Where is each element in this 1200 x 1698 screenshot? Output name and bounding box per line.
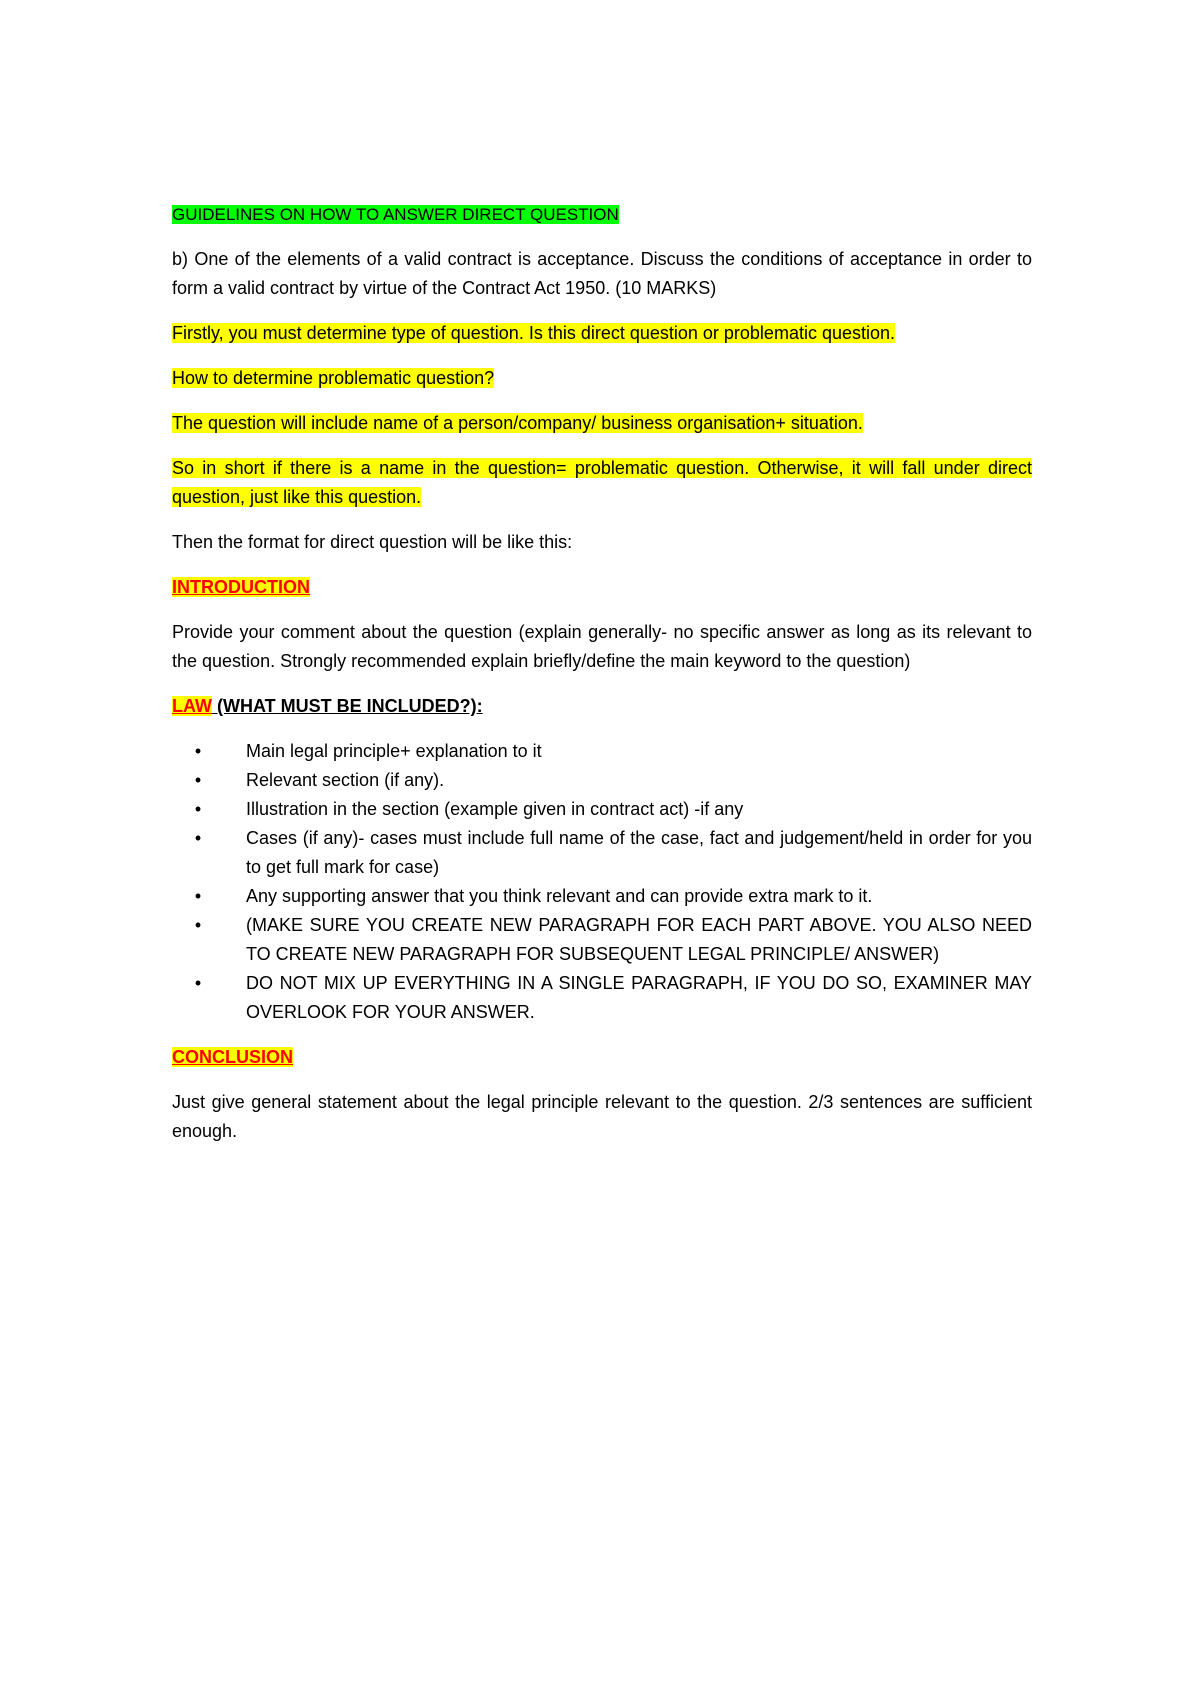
list-item-text: Illustration in the section (example given in contract act) -if any (246, 799, 744, 819)
introduction-heading-text: INTRODUCTION (172, 577, 310, 597)
bullet-icon: • (194, 886, 202, 906)
list-item-text: Main legal principle+ explanation to it (246, 741, 542, 761)
bullet-icon: • (194, 799, 202, 819)
conclusion-heading-text: CONCLUSION (172, 1047, 293, 1067)
bullet-icon: • (194, 770, 202, 790)
list-item (194, 737, 1032, 766)
include-paragraph (172, 409, 1032, 438)
how-to-highlight: How to determine problematic question? (172, 368, 495, 388)
how-to-paragraph (172, 364, 1032, 393)
list-item (194, 969, 1032, 1027)
list-item (194, 824, 1032, 882)
firstly-paragraph (172, 319, 1032, 348)
list-item-text: (MAKE SURE YOU CREATE NEW PARAGRAPH FOR EACH PART ABOVE. YOU ALSO NEED TO CREATE NEW PARAGRAPH FOR SUBSEQUENT LEGAL PRINCIPLE/ ANSWER) (246, 915, 1032, 964)
bullet-icon: • (194, 973, 202, 993)
introduction-body: Provide your comment about the question (explain generally- no specific answer as long as its relevant to the question. Strongly recommended explain briefly/define the main keyword to the question) (172, 622, 1032, 671)
law-heading (172, 692, 1032, 721)
law-heading-red: LAW (172, 696, 212, 716)
law-heading-rest: (WHAT MUST BE INCLUDED?): (212, 696, 483, 716)
list-item-text: Cases (if any)- cases must include full name of the case, fact and judgement/held in order for you to get full mark for case) (246, 828, 1032, 877)
introduction-heading (172, 573, 1032, 602)
bullet-icon: • (194, 828, 202, 848)
firstly-highlight: Firstly, you must determine type of question. Is this direct question or problematic question. (172, 323, 896, 343)
list-item-text: Relevant section (if any). (246, 770, 445, 790)
conclusion-heading (172, 1043, 1032, 1072)
include-highlight: The question will include name of a person/company/ business organisation+ situation. (172, 413, 863, 433)
in-short-highlight: So in short if there is a name in the question= problematic question. Otherwise, it will fall under direct question, just like this question. (172, 458, 1032, 507)
question-paragraph: b) One of the elements of a valid contract is acceptance. Discuss the conditions of acceptance in order to form a valid contract by virtue of the Contract Act 1950. (10 MARKS) (172, 249, 1032, 298)
list-item (194, 795, 1032, 824)
bullet-icon: • (194, 741, 202, 761)
list-item (194, 911, 1032, 969)
list-item (194, 766, 1032, 795)
format-intro-paragraph: Then the format for direct question will be like this: (172, 532, 573, 552)
document-title (172, 200, 1032, 229)
list-item-text: Any supporting answer that you think relevant and can provide extra mark to it. (246, 886, 873, 906)
law-bullet-list (172, 737, 1032, 1027)
list-item-text: DO NOT MIX UP EVERYTHING IN A SINGLE PARAGRAPH, IF YOU DO SO, EXAMINER MAY OVERLOOK FOR YOUR ANSWER. (246, 973, 1032, 1022)
in-short-paragraph (172, 454, 1032, 512)
document-content (172, 200, 1032, 1162)
bullet-icon: • (194, 915, 202, 935)
list-item (194, 882, 1032, 911)
conclusion-body: Just give general statement about the legal principle relevant to the question. 2/3 sentences are sufficient enough. (172, 1092, 1032, 1141)
title-highlight: GUIDELINES ON HOW TO ANSWER DIRECT QUESTION (172, 205, 619, 224)
